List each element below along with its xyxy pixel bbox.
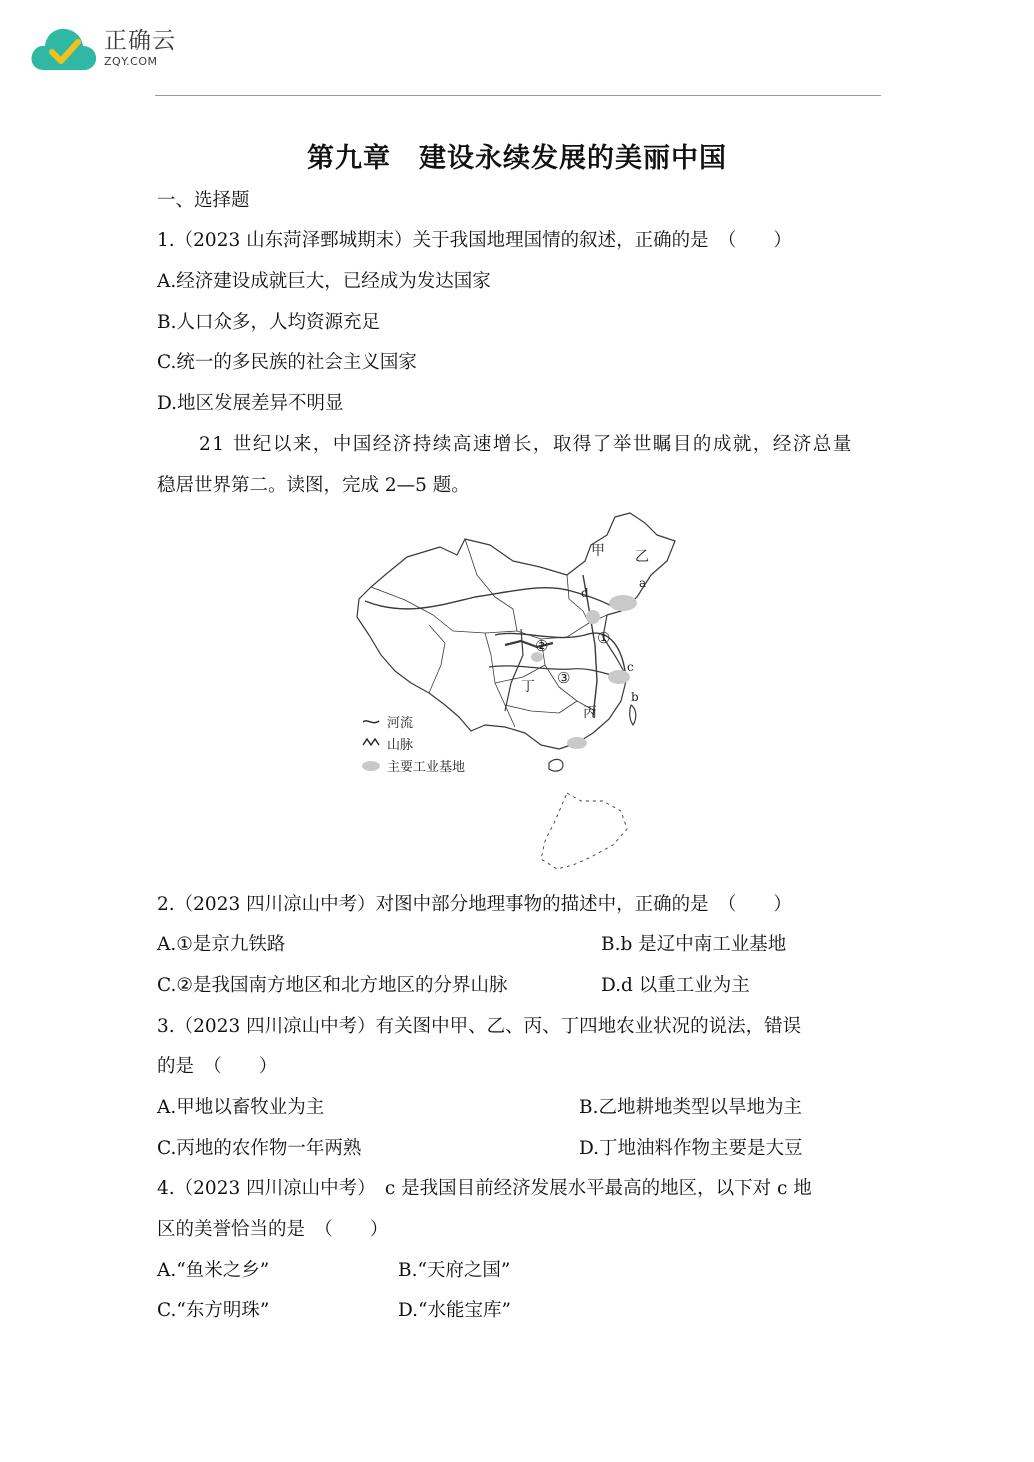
- q4-option-a: A.“鱼米之乡”: [157, 1260, 270, 1281]
- q1-option-a: A.经济建设成就巨大，已经成为发达国家: [157, 271, 491, 292]
- industrial-base-pearl-river: [567, 737, 587, 749]
- map-label-d: d: [581, 586, 589, 600]
- south-china-sea-islands: [541, 793, 627, 869]
- q4-stem-line-2: 区的美誉恰当的是 （ ）: [157, 1219, 389, 1240]
- q1-stem: 1.（2023 山东菏泽鄄城期末）关于我国地理国情的叙述，正确的是 （ ）: [157, 230, 792, 251]
- province-border: [429, 625, 445, 693]
- q3-option-d: D.丁地油料作物主要是大豆: [579, 1138, 803, 1159]
- q4-stem-line-1: 4.（2023 四川凉山中考） c 是我国目前经济发展水平最高的地区，以下对 c 地: [157, 1178, 812, 1199]
- map-label-2: ②: [535, 637, 549, 655]
- q2-option-a: A.①是京九铁路: [157, 934, 286, 955]
- passage-line-2: 稳居世界第二。读图，完成 2—5 题。: [157, 475, 470, 496]
- q3-option-a: A.甲地以畜牧业为主: [157, 1097, 325, 1118]
- q2-option-b: B.b 是辽中南工业基地: [601, 934, 787, 955]
- map-label-ding: 丁: [521, 679, 535, 695]
- legend-industrial: 主要工业基地: [387, 760, 466, 775]
- q4-option-c: C.“东方明珠”: [157, 1300, 270, 1321]
- hainan-island: [549, 759, 563, 771]
- mountain-legend-icon: [363, 739, 379, 745]
- q3-option-b: B.乙地耕地类型以旱地为主: [579, 1097, 802, 1118]
- river-legend-icon: [363, 721, 379, 723]
- map-label-1: ①: [597, 629, 611, 647]
- q3-option-c: C.丙地的农作物一年两熟: [157, 1138, 362, 1159]
- industrial-base-jingjintang: [586, 610, 600, 624]
- province-border: [465, 539, 517, 631]
- province-border: [505, 701, 577, 713]
- q3-stem-line-2: 的是 （ ）: [157, 1056, 278, 1077]
- q3-stem-line-1: 3.（2023 四川凉山中考）有关图中甲、乙、丙、丁四地农业状况的说法，错误: [157, 1016, 802, 1037]
- legend-river: 河流: [387, 716, 414, 731]
- map-label-yi: 乙: [635, 549, 649, 565]
- industrial-legend-icon: [362, 761, 380, 771]
- q1-option-d: D.地区发展差异不明显: [157, 393, 344, 414]
- map-label-bing: 丙: [583, 705, 597, 721]
- map-label-3: ③: [557, 669, 571, 687]
- q2-option-d: D.d 以重工业为主: [601, 975, 750, 996]
- legend-mountain: 山脉: [387, 738, 414, 753]
- chapter-title: 第九章 建设永续发展的美丽中国: [307, 143, 727, 174]
- q4-option-b: B.“天府之国”: [398, 1260, 511, 1281]
- cloud-check-icon: [30, 24, 98, 72]
- zqy-logo[interactable]: [30, 24, 176, 72]
- taiwan-island: [630, 705, 636, 725]
- q2-option-c: C.②是我国南方地区和北方地区的分界山脉: [157, 975, 508, 996]
- map-label-b: b: [631, 690, 639, 704]
- q2-stem: 2.（2023 四川凉山中考）对图中部分地理事物的描述中，正确的是 （ ）: [157, 894, 792, 915]
- section-heading: 一、选择题: [157, 190, 250, 211]
- industrial-base-liaozhong: [609, 595, 637, 611]
- logo-chinese-text: 正确云: [104, 27, 176, 54]
- passage-line-1: 21 世纪以来，中国经济持续高速增长，取得了举世瞩目的成就，经济总量: [199, 434, 853, 455]
- map-label-a: a: [639, 576, 647, 590]
- river: [365, 588, 617, 609]
- header-divider: [155, 95, 881, 96]
- logo-domain-text: ZQY.COM: [104, 54, 158, 68]
- china-map: [345, 505, 685, 885]
- map-label-jia: 甲: [591, 543, 605, 559]
- map-label-c: c: [627, 660, 634, 674]
- q1-option-c: C.统一的多民族的社会主义国家: [157, 352, 417, 373]
- q4-option-d: D.“水能宝库”: [398, 1300, 511, 1321]
- river: [489, 666, 621, 677]
- map-legend: [362, 715, 465, 775]
- q1-option-b: B.人口众多，人均资源充足: [157, 312, 380, 333]
